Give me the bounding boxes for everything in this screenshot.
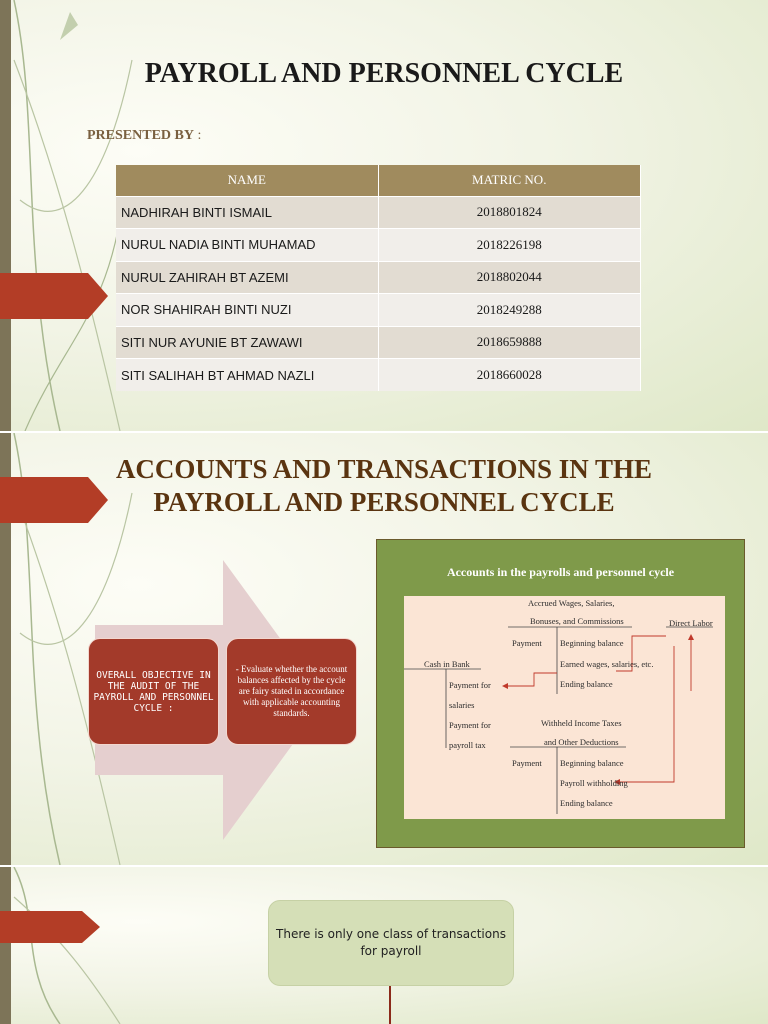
section-title-line-2: PAYROLL AND PERSONNEL CYCLE <box>153 487 615 517</box>
member-name: SITI SALIHAH BT AHMAD NAZLI <box>116 359 378 392</box>
label-direct-labor: Direct Labor <box>669 618 713 628</box>
presented-by-label: PRESENTED BY : <box>87 128 202 143</box>
column-header-matric: MATRIC NO. <box>378 165 641 196</box>
member-matric: 2018802044 <box>378 261 641 294</box>
label-ending-balance: Ending balance <box>560 679 613 689</box>
table-row <box>116 326 641 359</box>
member-name: SITI NUR AYUNIE BT ZAWAWI <box>116 326 378 359</box>
section-title-line-1: ACCOUNTS AND TRANSACTIONS IN THE <box>115 454 653 484</box>
page-title: PAYROLL AND PERSONNEL CYCLE <box>144 58 624 89</box>
label-accrued-1: Accrued Wages, Salaries, <box>528 598 615 608</box>
label-withheld-1: Withheld Income Taxes <box>541 718 622 728</box>
t-account-diagram <box>404 596 725 819</box>
label-accrued-2: Bonuses, and Commissions <box>530 616 624 626</box>
label-payment-for-salaries-1: Payment for <box>449 680 491 690</box>
column-header-name: NAME <box>116 165 378 196</box>
label-earned-wages: Earned wages, salaries, etc. <box>560 659 654 669</box>
table-header-row <box>116 165 641 196</box>
section-title <box>0 453 768 519</box>
label-payment-for-tax-2: payroll tax <box>449 740 486 750</box>
label-payroll-withholding: Payroll withholding <box>560 778 628 788</box>
connector-line <box>389 986 391 1024</box>
label-withheld-2: and Other Deductions <box>544 737 619 747</box>
slide-payroll-cycle <box>0 0 768 431</box>
label-ending-balance-2: Ending balance <box>560 798 613 808</box>
table-row <box>116 196 641 229</box>
member-matric: 2018660028 <box>378 359 641 392</box>
table-row <box>116 294 641 327</box>
label-cash-in-bank: Cash in Bank <box>424 659 470 669</box>
accounts-diagram-panel <box>376 539 745 848</box>
label-payment: Payment <box>512 638 542 648</box>
member-name: NADHIRAH BINTI ISMAIL <box>116 196 378 229</box>
member-name: NOR SHAHIRAH BINTI NUZI <box>116 294 378 327</box>
label-payment-for-tax-1: Payment for <box>449 720 491 730</box>
member-matric: 2018659888 <box>378 326 641 359</box>
label-beginning-balance: Beginning balance <box>560 638 624 648</box>
member-matric: 2018249288 <box>378 294 641 327</box>
red-arrow-tab <box>0 904 108 950</box>
member-matric: 2018226198 <box>378 229 641 262</box>
label-beginning-balance-2: Beginning balance <box>560 758 624 768</box>
member-matric: 2018801824 <box>378 196 641 229</box>
objective-box: OVERALL OBJECTIVE IN THE AUDIT OF THE PAYROLL AND PERSONNEL CYCLE : <box>88 638 219 745</box>
transaction-class-box: There is only one class of transactions for payroll <box>268 900 514 986</box>
red-arrow-tab <box>0 273 108 319</box>
label-payment-2: Payment <box>512 758 542 768</box>
accounts-diagram-title: Accounts in the payrolls and personnel cycle <box>446 565 675 579</box>
members-table <box>116 165 641 391</box>
table-row <box>116 261 641 294</box>
evaluate-box: - Evaluate whether the account balances affected by the cycle are fairy stated in accordance with applicable accounting standards. <box>226 638 357 745</box>
label-payment-for-salaries-2: salaries <box>449 700 475 710</box>
member-name: NURUL ZAHIRAH BT AZEMI <box>116 261 378 294</box>
member-name: NURUL NADIA BINTI MUHAMAD <box>116 229 378 262</box>
table-row <box>116 229 641 262</box>
table-row <box>116 359 641 392</box>
